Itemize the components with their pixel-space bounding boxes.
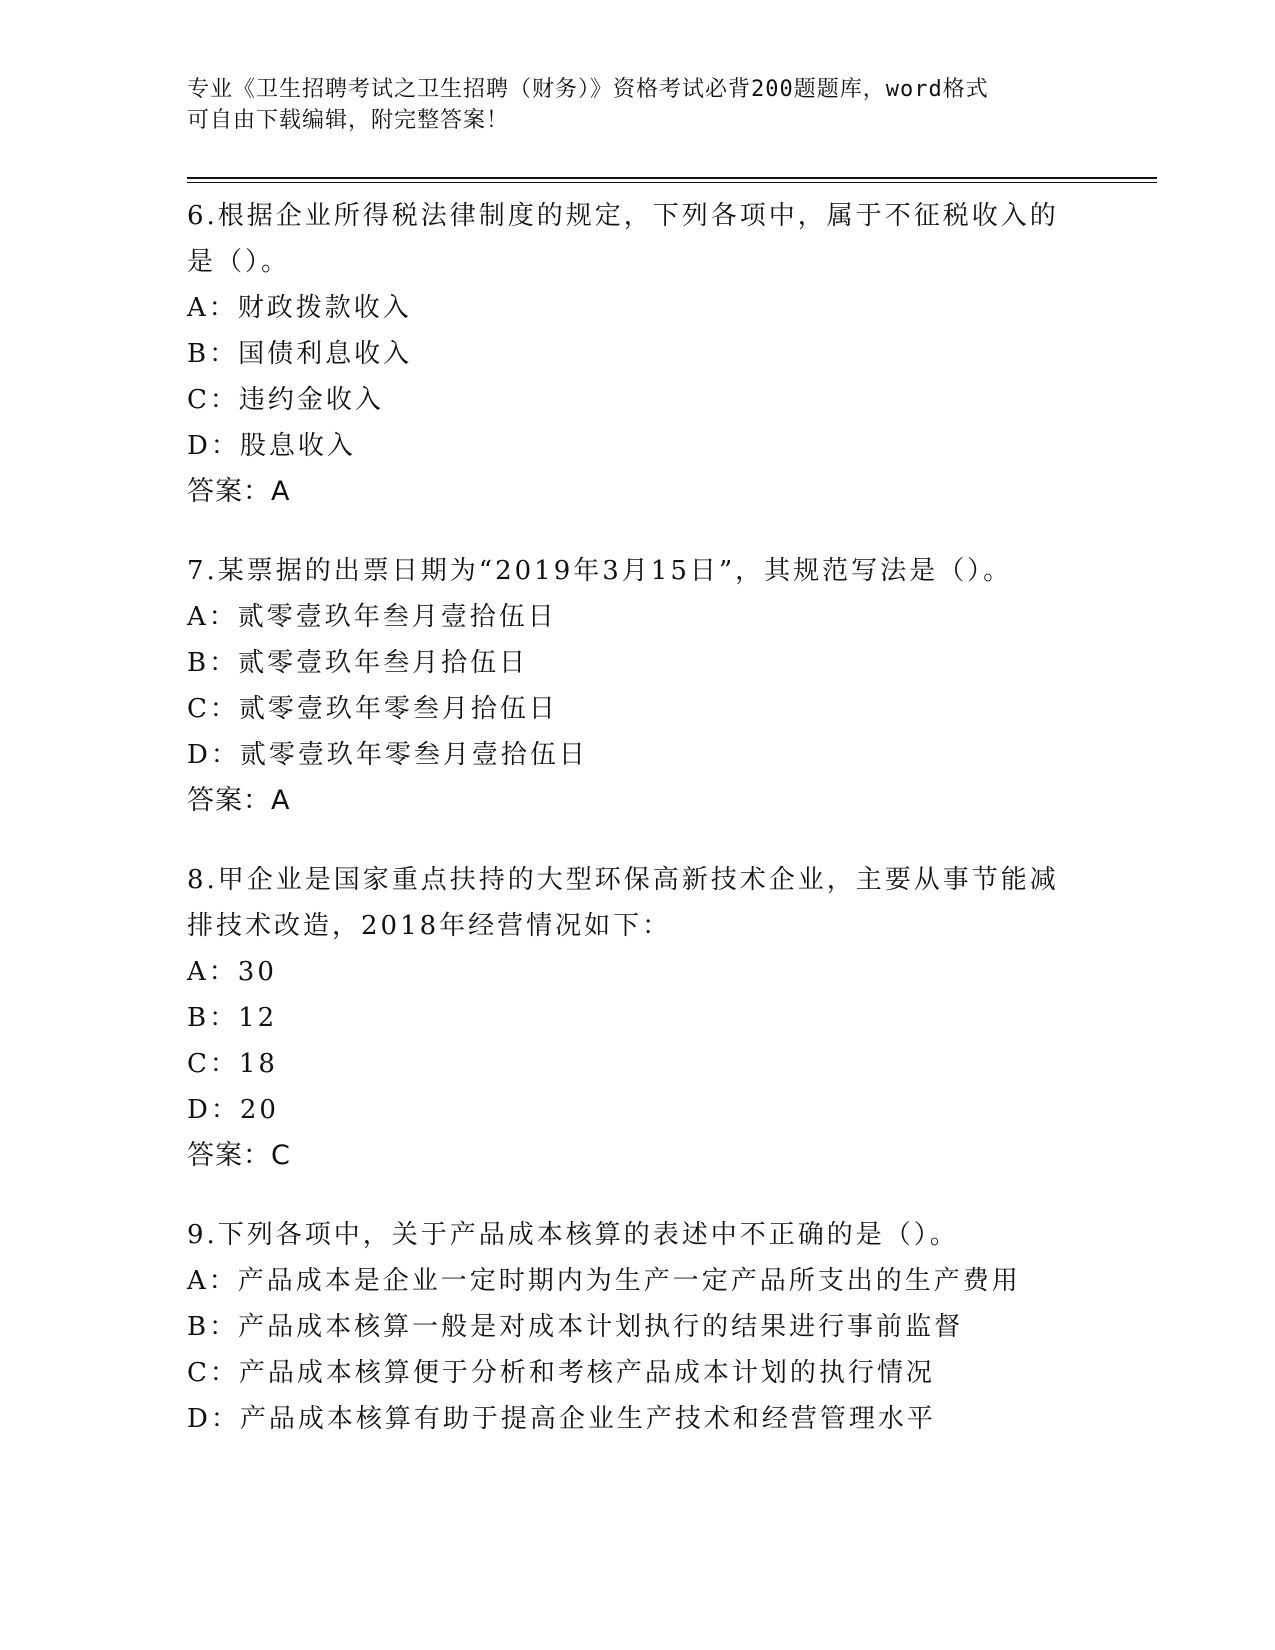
question-stem-line-1: 9.下列各项中，关于产品成本核算的表述中不正确的是（）。 bbox=[187, 1220, 959, 1250]
option-b: B：12 bbox=[187, 1003, 278, 1033]
document-header bbox=[187, 74, 1087, 136]
option-d: D：股息收入 bbox=[187, 431, 356, 461]
question-stem-line-2: 排技术改造，2018年经营情况如下： bbox=[187, 911, 672, 941]
header-line-1: 专业《卫生招聘考试之卫生招聘（财务）》资格考试必背200题题库，word格式 bbox=[187, 77, 989, 102]
question-stem bbox=[187, 193, 1117, 285]
answer-line: 答案：A bbox=[187, 785, 291, 816]
option-a: A：产品成本是企业一定时期内为生产一定产品所支出的生产费用 bbox=[187, 1266, 1021, 1296]
question-stem bbox=[187, 548, 1117, 594]
option-a: A：30 bbox=[187, 957, 277, 987]
question-list bbox=[187, 193, 1117, 1475]
question-stem bbox=[187, 857, 1117, 949]
header-divider-thin bbox=[187, 182, 1157, 183]
option-b: B：贰零壹玖年叁月拾伍日 bbox=[187, 648, 529, 678]
question-7 bbox=[187, 548, 1117, 824]
question-stem-line-1: 8.甲企业是国家重点扶持的大型环保高新技术企业，主要从事节能减 bbox=[187, 865, 1059, 895]
option-d: D：贰零壹玖年零叁月壹拾伍日 bbox=[187, 740, 588, 770]
option-b: B：产品成本核算一般是对成本计划执行的结果进行事前监督 bbox=[187, 1312, 964, 1342]
option-b: B：国债利息收入 bbox=[187, 339, 413, 369]
question-8 bbox=[187, 857, 1117, 1179]
header-line-2: 可自由下载编辑，附完整答案！ bbox=[187, 108, 510, 133]
answer-line: 答案：C bbox=[187, 1140, 291, 1171]
question-9 bbox=[187, 1212, 1117, 1442]
option-c: C：贰零壹玖年零叁月拾伍日 bbox=[187, 694, 558, 724]
option-d: D：产品成本核算有助于提高企业生产技术和经营管理水平 bbox=[187, 1404, 936, 1434]
option-a: A：贰零壹玖年叁月壹拾伍日 bbox=[187, 602, 557, 632]
answer-line: 答案：A bbox=[187, 476, 291, 507]
option-c: C：产品成本核算便于分析和考核产品成本计划的执行情况 bbox=[187, 1358, 935, 1388]
option-a: A：财政拨款收入 bbox=[187, 293, 412, 323]
question-stem bbox=[187, 1212, 1117, 1258]
option-d: D：20 bbox=[187, 1095, 279, 1125]
question-stem-line-1: 6.根据企业所得税法律制度的规定，下列各项中，属于不征税收入的 bbox=[187, 201, 1059, 231]
question-6 bbox=[187, 193, 1117, 515]
question-stem-line-1: 7.某票据的出票日期为“2019年3月15日”，其规范写法是（）。 bbox=[187, 556, 1013, 586]
option-c: C：18 bbox=[187, 1049, 278, 1079]
header-divider-thick bbox=[187, 177, 1157, 179]
option-c: C：违约金收入 bbox=[187, 385, 384, 415]
question-stem-line-2: 是（）。 bbox=[187, 247, 291, 277]
